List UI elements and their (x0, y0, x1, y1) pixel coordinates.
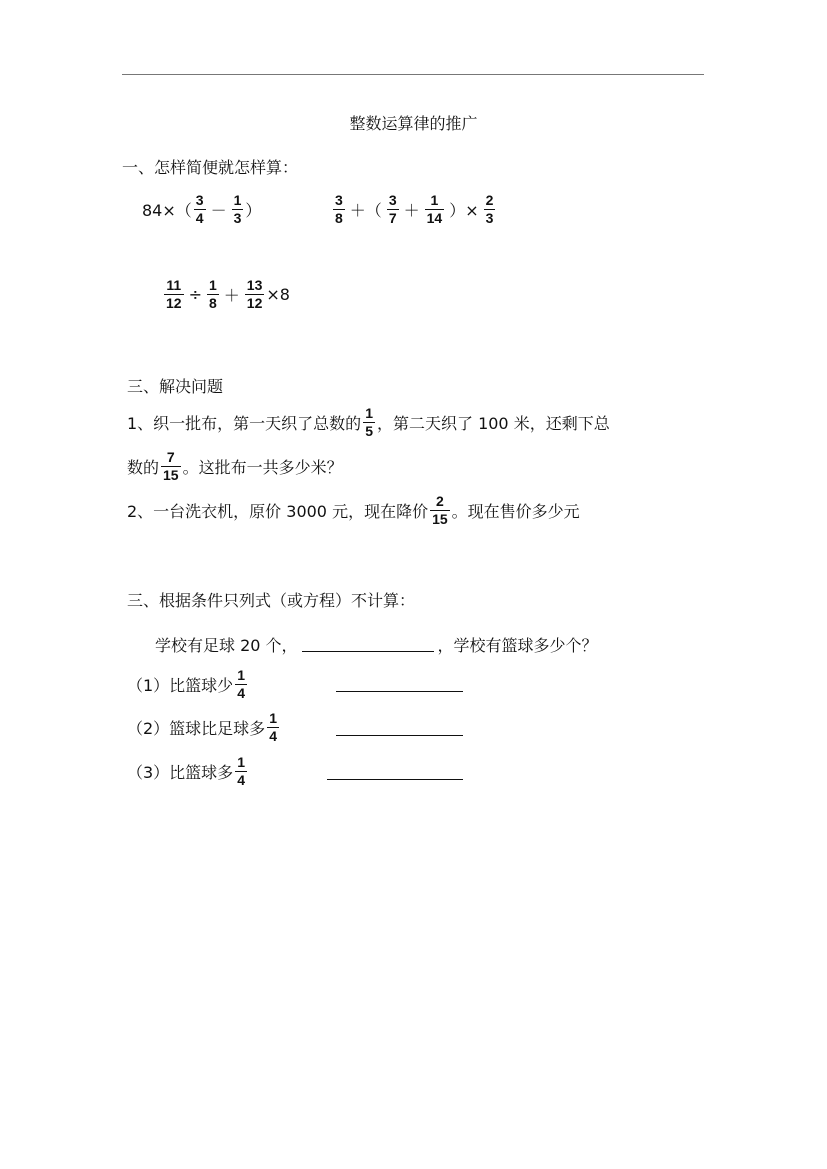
problem-1-line-2 (127, 444, 343, 488)
section3-heading: 三、根据条件只列式（或方程）不计算： (127, 591, 416, 610)
denominator: 4 (269, 727, 277, 744)
numerator: 1 (365, 404, 373, 421)
denominator: 3 (233, 209, 242, 226)
denominator: 14 (426, 209, 443, 226)
section3-stem (155, 622, 598, 666)
problem-text: 数的 (127, 457, 160, 477)
problem-text: 1、织一批布，第一天织了总数的 (127, 413, 362, 433)
answer-blank[interactable] (302, 637, 434, 652)
numerator: 1 (237, 666, 245, 683)
numerator: 2 (485, 191, 494, 208)
numerator: 1 (233, 191, 242, 208)
fraction (161, 450, 181, 483)
section1-heading: 一、怎样简便就怎样算： (122, 158, 299, 177)
denominator: 8 (335, 209, 343, 226)
condition-label: （3）比篮球多 (127, 762, 234, 782)
operator: ）× (449, 200, 479, 220)
problem-text: 2、一台洗衣机，原价 3000 元，现在降价 (127, 501, 429, 521)
fraction (235, 755, 247, 788)
denominator: 12 (166, 294, 182, 311)
numerator: 3 (388, 191, 397, 208)
operator: ＋ (403, 200, 420, 220)
problem-text: 。现在售价多少元 (451, 501, 580, 521)
operator: ＋（ (349, 200, 382, 220)
numerator: 11 (166, 276, 182, 293)
fraction (425, 193, 445, 226)
fraction (245, 278, 265, 311)
fraction (267, 711, 279, 744)
numerator: 1 (237, 753, 245, 770)
expression-3 (162, 272, 290, 316)
header-rule (122, 74, 704, 75)
numerator: 13 (246, 276, 263, 293)
numerator: 7 (166, 448, 175, 465)
expression-2 (331, 187, 497, 231)
denominator: 7 (388, 209, 397, 226)
expression-1 (142, 187, 261, 231)
fraction (164, 278, 184, 311)
denominator: 4 (237, 684, 245, 701)
expr1-close: ） (245, 200, 262, 220)
operator: ×8 (266, 284, 290, 304)
numerator: 2 (435, 492, 444, 509)
stem-text: 学校有足球 20 个， (155, 635, 298, 655)
condition-3 (127, 749, 249, 793)
denominator: 4 (195, 209, 204, 226)
problem-text: 。这批布一共多少米？ (182, 457, 343, 477)
answer-blank[interactable] (327, 765, 463, 780)
stem-text: ，学校有篮球多少个？ (437, 635, 598, 655)
answer-blank[interactable] (336, 721, 463, 736)
numerator: 1 (208, 276, 217, 293)
fraction (194, 193, 206, 226)
operator: ＋ (223, 285, 240, 305)
operator: ÷ (188, 284, 202, 304)
fraction (484, 193, 496, 226)
numerator: 1 (269, 709, 277, 726)
condition-label: （2）篮球比足球多 (127, 718, 266, 738)
numerator: 3 (335, 191, 343, 208)
page-title: 整数运算律的推广 (349, 114, 478, 133)
fraction (387, 193, 399, 226)
fraction (363, 406, 375, 439)
condition-1 (127, 662, 249, 706)
fraction (235, 668, 247, 701)
fraction (207, 278, 219, 311)
condition-label: （1）比篮球少 (127, 675, 234, 695)
operator: － (210, 200, 227, 220)
section2-heading: 三、解决问题 (127, 377, 224, 396)
numerator: 1 (430, 191, 439, 208)
denominator: 4 (237, 771, 245, 788)
answer-blank[interactable] (336, 677, 463, 692)
denominator: 15 (163, 466, 179, 483)
denominator: 8 (208, 294, 217, 311)
numerator: 3 (195, 191, 204, 208)
problem-1-line-1 (127, 400, 610, 444)
problem-2 (127, 488, 580, 532)
problem-text: ，第二天织了 100 米，还剩下总 (376, 413, 610, 433)
fraction (232, 193, 244, 226)
expr1-lead: 84×（ (142, 200, 192, 220)
denominator: 3 (485, 209, 494, 226)
denominator: 15 (432, 510, 448, 527)
denominator: 5 (365, 422, 373, 439)
fraction (430, 494, 450, 527)
condition-2 (127, 705, 281, 749)
fraction (333, 193, 345, 226)
denominator: 12 (246, 294, 263, 311)
